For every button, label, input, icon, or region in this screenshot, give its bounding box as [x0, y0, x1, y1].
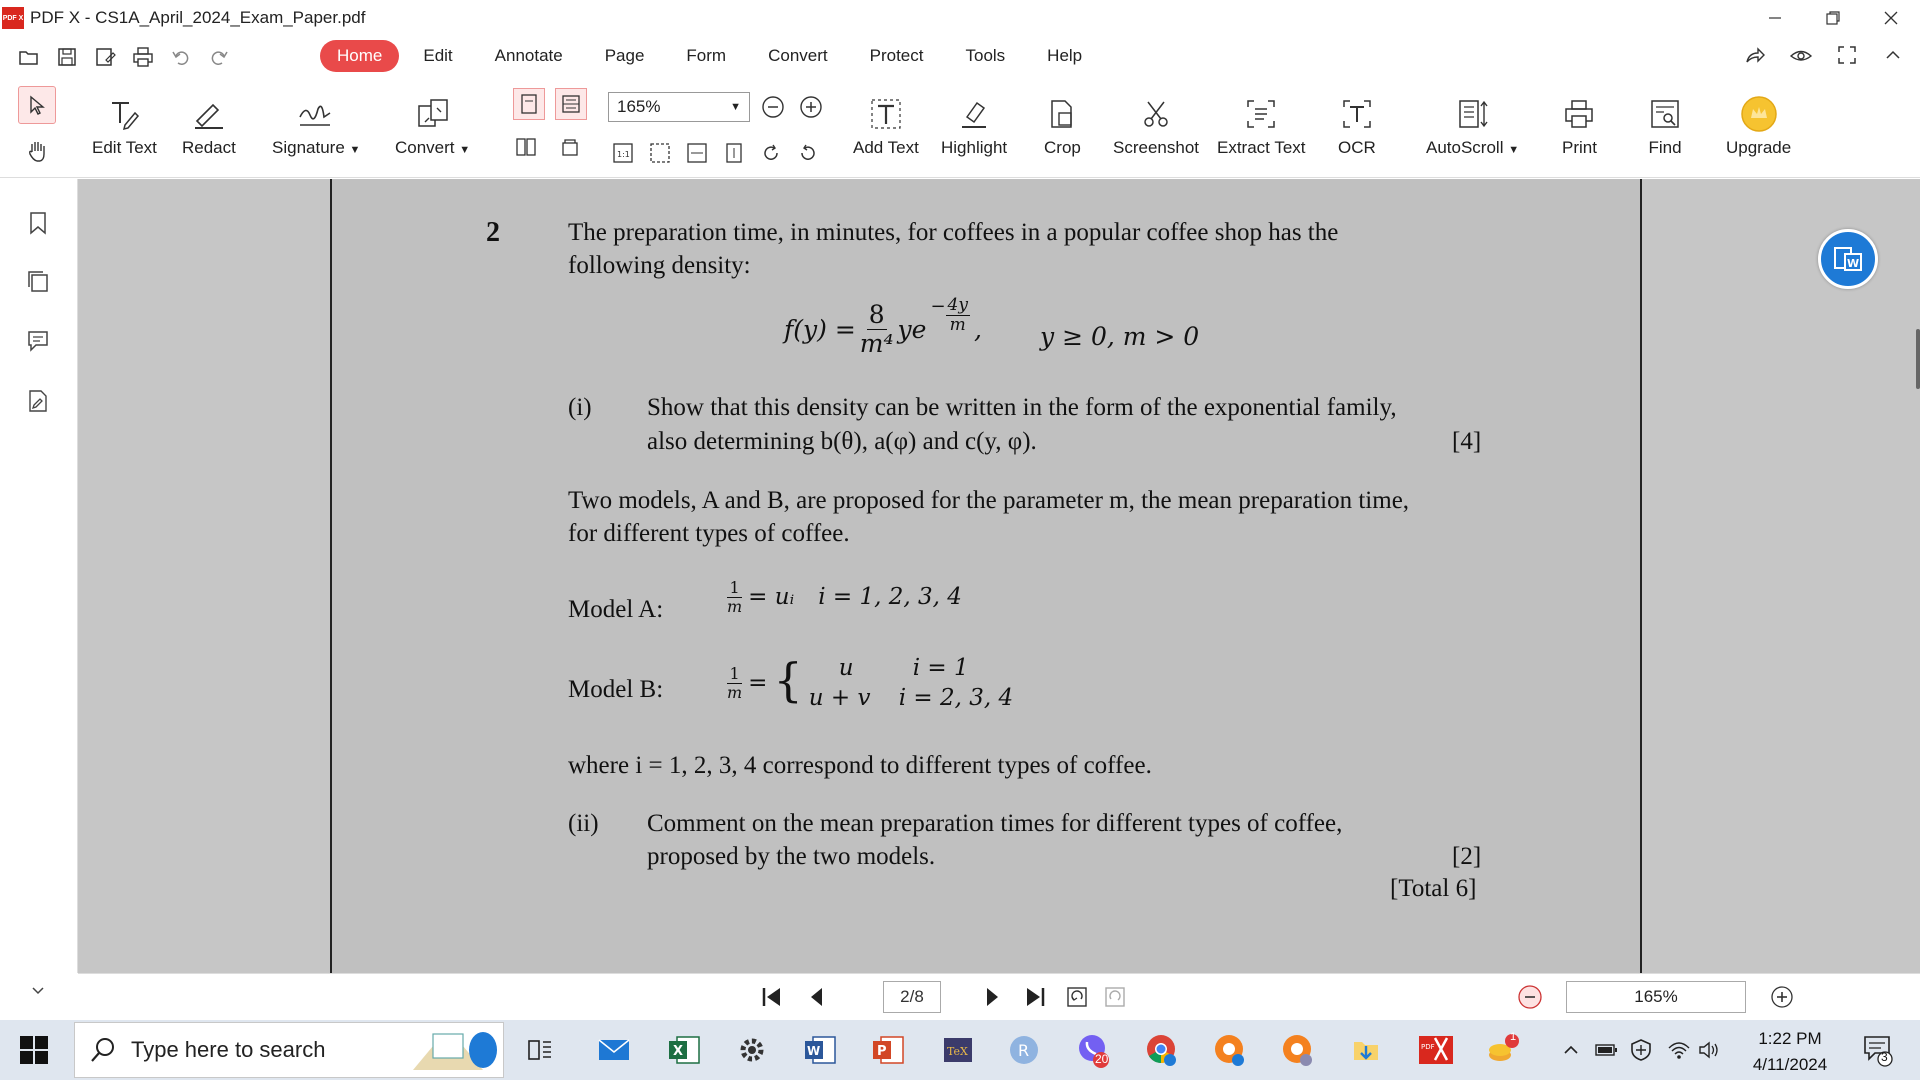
signature-button[interactable]: Signature ▼ — [272, 92, 360, 158]
zoom-in-button[interactable] — [798, 94, 824, 120]
pdfx-app-icon[interactable] — [1416, 1032, 1456, 1068]
models-line-2: for different types of coffee. — [568, 520, 850, 547]
taskbar-search[interactable]: Type here to search — [74, 1022, 504, 1078]
svg-text:R: R — [1018, 1041, 1030, 1060]
rotate-cw-button[interactable] — [758, 140, 784, 166]
svg-text:1:1: 1:1 — [617, 150, 630, 159]
title-bar — [0, 0, 1920, 36]
find-button[interactable]: Find — [1648, 92, 1682, 158]
svg-text:W: W — [807, 1044, 821, 1058]
word-icon[interactable] — [802, 1032, 838, 1068]
single-page-view-button[interactable] — [513, 88, 545, 120]
windows-logo-icon — [20, 1036, 48, 1064]
next-view-icon — [1103, 985, 1127, 1009]
fit-width-icon — [686, 142, 708, 164]
menu-annotate[interactable]: Annotate — [494, 46, 563, 65]
vertical-scrollbar[interactable] — [1916, 329, 1920, 389]
crop-icon — [1045, 97, 1079, 131]
pdf-page — [330, 179, 1642, 973]
menu-convert[interactable]: Convert — [768, 46, 828, 65]
intro-line-1: The preparation time, in minutes, for coffees in a popular coffee shop has the — [568, 219, 1339, 246]
last-page-button[interactable] — [1021, 983, 1049, 1011]
notification-center-icon[interactable]: 3 — [1860, 1032, 1896, 1068]
security-shield-icon[interactable] — [1628, 1032, 1654, 1068]
redo-icon[interactable] — [206, 44, 232, 70]
left-sidebar — [0, 179, 78, 973]
total-marks: [Total 6] — [1390, 875, 1477, 902]
hand-icon — [26, 139, 48, 163]
previous-page-icon — [806, 986, 828, 1008]
continuous-page-icon — [560, 93, 582, 115]
rotate-counterclockwise-icon — [797, 142, 819, 164]
part-ii-marks: [2] — [1452, 843, 1482, 870]
two-page-icon — [515, 136, 537, 158]
share-icon[interactable] — [1742, 42, 1768, 68]
app-logo: PDF X — [2, 7, 24, 29]
zoom-in-icon — [799, 95, 823, 119]
fit-visible-button[interactable] — [721, 140, 747, 166]
density-condition: y ≥ 0, m > 0 — [1040, 322, 1200, 351]
menu-edit[interactable]: Edit — [423, 46, 453, 65]
intro-line-2: following density: — [568, 252, 751, 279]
show-hidden-icons-chevron-icon[interactable] — [1558, 1032, 1584, 1068]
dropdown-arrow-icon: ▼ — [349, 144, 361, 156]
svg-text:PDF: PDF — [1421, 1043, 1435, 1051]
cursor-icon — [26, 94, 48, 116]
ocr-button[interactable]: OCR — [1338, 92, 1376, 158]
zoom-in-icon — [1769, 984, 1795, 1010]
model-a-label: Model A: — [568, 596, 664, 623]
nav-zoom-field[interactable]: 165% — [1566, 981, 1746, 1013]
part-i-line-1: Show that this density can be written in the form of the exponential family, — [647, 394, 1397, 421]
add-text-icon — [869, 97, 903, 131]
upgrade-button[interactable]: Upgrade — [1726, 92, 1791, 158]
part-i-label: (i) — [568, 394, 592, 421]
svg-text:X: X — [673, 1044, 684, 1059]
autoscroll-button[interactable]: AutoScroll ▼ — [1426, 92, 1519, 158]
texworks-icon[interactable] — [940, 1032, 976, 1068]
wifi-icon[interactable] — [1666, 1032, 1692, 1068]
highlight-icon — [957, 97, 991, 131]
excel-icon[interactable] — [666, 1032, 702, 1068]
save-icon[interactable] — [54, 44, 80, 70]
pages-thumbnail-icon[interactable] — [24, 267, 52, 295]
collapse-ribbon-icon[interactable] — [1880, 42, 1906, 68]
next-page-button[interactable] — [978, 983, 1006, 1011]
minimize-icon — [1767, 10, 1783, 26]
first-page-icon — [761, 986, 783, 1008]
search-icon — [89, 1036, 117, 1064]
fit-page-button[interactable] — [647, 140, 673, 166]
restore-icon — [1825, 10, 1841, 26]
svg-text:TeX: TeX — [947, 1045, 968, 1058]
menu-help[interactable]: Help — [1047, 46, 1083, 65]
convert-to-word-button[interactable] — [1818, 229, 1878, 289]
collapse-sidebar-icon[interactable] — [24, 977, 52, 1005]
crop-button[interactable]: Crop — [1044, 92, 1081, 158]
dropdown-arrow-icon: ▼ — [730, 101, 741, 113]
open-folder-icon[interactable] — [16, 44, 42, 70]
document-viewport[interactable] — [78, 179, 1920, 973]
settings-gear-icon[interactable] — [734, 1032, 770, 1068]
first-page-button[interactable] — [758, 983, 786, 1011]
comments-icon[interactable] — [24, 327, 52, 355]
redact-button[interactable]: Redact — [182, 92, 236, 158]
part-i-marks: [4] — [1452, 428, 1482, 455]
part-i-line-2: also determining b(θ), a(φ) and c(y, φ). — [647, 428, 1037, 455]
r-app-icon[interactable] — [1006, 1032, 1042, 1068]
actual-size-icon — [612, 142, 634, 164]
extract-text-button[interactable]: Extract Text — [1217, 92, 1306, 158]
fit-visible-icon — [723, 142, 745, 164]
close-icon — [1883, 10, 1899, 26]
fit-width-button[interactable] — [684, 140, 710, 166]
search-highlight-icon — [403, 1026, 503, 1074]
page-number-field[interactable]: 2/8 — [883, 981, 941, 1013]
task-view-icon[interactable] — [522, 1032, 558, 1068]
close-button[interactable] — [1862, 0, 1920, 36]
density-formula: f(y) = $\frac{8}{\text{m⁴}}$ ye − $\frac{4y}{m}$ , — [784, 294, 982, 358]
exponent: − $\frac{4y}{m}$ — [930, 294, 968, 335]
convert-word-icon — [1831, 244, 1865, 274]
question-number: 2 — [486, 217, 500, 248]
nav-zoom-in-button[interactable] — [1768, 983, 1796, 1011]
extract-text-icon — [1244, 97, 1278, 131]
svg-text:P: P — [877, 1044, 887, 1059]
scissors-icon — [1139, 97, 1173, 131]
next-view-button[interactable] — [1101, 983, 1129, 1011]
cover-view-icon — [559, 136, 581, 158]
single-page-icon — [519, 93, 539, 115]
chrome-icon[interactable] — [1144, 1032, 1180, 1068]
model-b-formula: $\frac{1}{m}$ = { u i = 1 u + v i = 2, 3, 4 — [727, 653, 1014, 711]
edit-text-button[interactable]: Edit Text — [92, 92, 157, 158]
previous-view-button[interactable] — [1063, 983, 1091, 1011]
printer-icon — [1562, 97, 1596, 131]
fullscreen-icon[interactable] — [1834, 42, 1860, 68]
cover-view-button[interactable] — [557, 134, 583, 160]
part-ii-line-1: Comment on the mean preparation times for different types of coffee, — [647, 810, 1343, 837]
part-ii-line-2: proposed by the two models. — [647, 843, 936, 870]
convert-button[interactable]: Convert ▼ — [395, 92, 470, 158]
wallet-coins-icon[interactable]: 1 — [1486, 1032, 1522, 1068]
window-title: PDF X - CS1A_April_2024_Exam_Paper.pdf — [30, 8, 366, 27]
find-icon — [1648, 97, 1682, 131]
viber-icon[interactable]: 20 — [1076, 1032, 1112, 1068]
highlight-button[interactable]: Highlight — [941, 92, 1007, 158]
autoscroll-icon — [1456, 97, 1490, 131]
menu-home[interactable]: Home — [320, 40, 399, 72]
hand-tool[interactable] — [18, 132, 56, 170]
add-text-button[interactable]: Add Text — [853, 92, 919, 158]
bookmark-icon[interactable] — [24, 209, 52, 237]
dropdown-arrow-icon: ▼ — [459, 144, 471, 156]
print-button[interactable]: Print — [1562, 92, 1597, 158]
save-as-icon[interactable] — [92, 44, 118, 70]
zoom-select[interactable]: 165% ▼ — [608, 92, 750, 122]
zoom-out-button[interactable] — [760, 94, 786, 120]
actual-size-button[interactable] — [610, 140, 636, 166]
downloads-folder-icon[interactable] — [1348, 1032, 1384, 1068]
powerpoint-icon[interactable] — [870, 1032, 906, 1068]
chrome-profile-d-icon[interactable] — [1212, 1032, 1248, 1068]
fit-page-icon — [649, 142, 671, 164]
model-a-formula: $\frac{1}{m}$ = uᵢ i = 1, 2, 3, 4 — [727, 578, 962, 616]
continuous-view-button[interactable] — [555, 88, 587, 120]
system-clock[interactable]: 1:22 PM 4/11/2024 — [1752, 1029, 1828, 1074]
left-brace: { — [773, 653, 803, 707]
zoom-out-icon — [761, 95, 785, 119]
last-page-icon — [1024, 986, 1046, 1008]
menu-page[interactable]: Page — [604, 46, 645, 65]
screenshot-button[interactable]: Screenshot — [1113, 92, 1199, 158]
menu-form[interactable]: Form — [686, 46, 727, 65]
density-fraction: $\frac{8}{\text{m⁴}}$ — [859, 300, 894, 358]
rotate-clockwise-icon — [760, 142, 782, 164]
dropdown-arrow-icon: ▼ — [1508, 144, 1520, 156]
model-b-label: Model B: — [568, 676, 664, 703]
svg-text:W: W — [1847, 257, 1860, 270]
battery-icon[interactable] — [1594, 1032, 1620, 1068]
menu-bar — [0, 36, 1920, 78]
select-tool[interactable] — [18, 86, 56, 124]
ocr-icon — [1340, 97, 1374, 131]
windows-taskbar — [0, 1020, 1920, 1080]
rotate-ccw-button[interactable] — [795, 140, 821, 166]
volume-icon[interactable] — [1696, 1032, 1722, 1068]
restore-button[interactable] — [1804, 0, 1862, 36]
two-page-view-button[interactable] — [513, 134, 539, 160]
chrome-profile-m-icon[interactable] — [1280, 1032, 1316, 1068]
ribbon-toolbar — [0, 78, 1920, 178]
crown-coin-icon — [1740, 95, 1778, 133]
next-page-icon — [981, 986, 1003, 1008]
eye-icon[interactable] — [1788, 42, 1814, 68]
nav-zoom-out-button[interactable] — [1516, 983, 1544, 1011]
signature-icon — [296, 97, 336, 131]
convert-icon — [415, 96, 451, 132]
previous-page-button[interactable] — [803, 983, 831, 1011]
menu-tools[interactable]: Tools — [965, 46, 1006, 65]
models-line-1: Two models, A and B, are proposed for the parameter m, the mean preparation time, — [568, 487, 1410, 514]
zoom-out-icon — [1517, 984, 1543, 1010]
print-icon[interactable] — [130, 44, 156, 70]
edit-text-icon — [107, 97, 141, 131]
undo-icon[interactable] — [168, 44, 194, 70]
mail-icon[interactable] — [596, 1032, 632, 1068]
part-ii-label: (ii) — [568, 810, 599, 837]
minimize-button[interactable] — [1746, 0, 1804, 36]
start-button[interactable] — [20, 1036, 48, 1064]
page-navigation-bar — [78, 973, 1920, 1020]
redact-icon — [191, 97, 227, 131]
menu-protect[interactable]: Protect — [869, 46, 924, 65]
signature-panel-icon[interactable] — [24, 387, 52, 415]
where-line: where i = 1, 2, 3, 4 correspond to different types of coffee. — [568, 752, 1152, 779]
previous-view-icon — [1065, 985, 1089, 1009]
